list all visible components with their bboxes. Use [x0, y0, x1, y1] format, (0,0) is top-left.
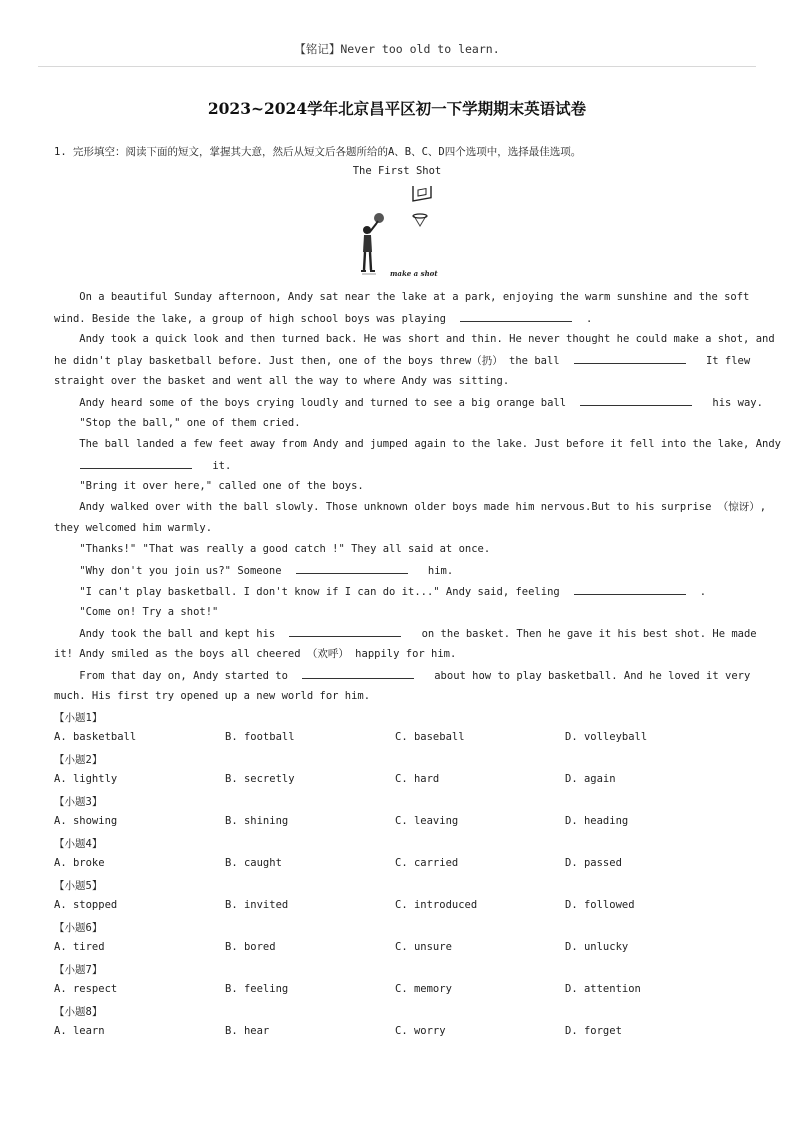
- passage-text: about how to play basketball. And he loved it very: [427, 670, 751, 682]
- passage-text: "Thanks!" "That was really a good catch !" They all said at once.: [54, 543, 491, 555]
- answer-blank[interactable]: [302, 668, 414, 679]
- passage-line: [54, 542, 490, 556]
- answer-blank[interactable]: [80, 458, 192, 469]
- subquestion-label: 【小题1】: [54, 712, 103, 724]
- passage-text: "Bring it over here," called one of the boys.: [54, 480, 364, 492]
- passage-text: they welcomed him warmly.: [54, 522, 213, 534]
- passage-text: "Come on! Try a shot!": [54, 606, 219, 618]
- passage-text: it! Andy smiled as the boys all cheered （欢呼） happily for him.: [54, 648, 457, 660]
- basketball-shot-illustration: [350, 186, 446, 280]
- answer-option[interactable]: D. forget: [565, 1025, 622, 1037]
- answer-option[interactable]: C. unsure: [395, 941, 452, 953]
- passage-text: From that day on, Andy started to: [54, 670, 288, 682]
- answer-option[interactable]: B. feeling: [225, 983, 289, 995]
- passage-line: [54, 437, 781, 451]
- answer-option[interactable]: A. tired: [54, 941, 105, 953]
- passage-line: [54, 689, 370, 703]
- passage-text: Andy heard some of the boys crying loudly and turned to see a big orange ball: [54, 397, 567, 409]
- answer-option[interactable]: B. hear: [225, 1025, 270, 1037]
- passage-text: "Why don't you join us?" Someone: [54, 565, 282, 577]
- answer-option[interactable]: C. baseball: [395, 731, 465, 743]
- passage-text: wind. Beside the lake, a group of high school boys was playing: [54, 313, 446, 325]
- passage-line: [54, 563, 453, 578]
- answer-option[interactable]: A. broke: [54, 857, 105, 869]
- passage-text: Andy walked over with the ball slowly. Those unknown older boys made him nervous.But to his surprise （惊讶）,: [54, 501, 767, 513]
- answer-option[interactable]: A. showing: [54, 815, 118, 827]
- passage-line: [54, 668, 750, 683]
- passage-text: Andy took a quick look and then turned back. He was short and thin. He never thought he could make a shot, and: [54, 333, 775, 345]
- answer-option[interactable]: C. worry: [395, 1025, 446, 1037]
- passage-text: straight over the basket and went all the way to where Andy was sitting.: [54, 375, 510, 387]
- passage-line: [54, 626, 757, 641]
- passage-title: The First Shot: [352, 165, 442, 177]
- passage-text: It flew: [699, 355, 751, 367]
- subquestion-label: 【小题5】: [54, 880, 103, 892]
- passage-line: [54, 311, 592, 326]
- passage-line: [54, 374, 509, 388]
- passage-line: [54, 521, 212, 535]
- passage-text: .: [585, 313, 593, 325]
- passage-line: [54, 647, 456, 661]
- answer-option[interactable]: C. hard: [395, 773, 440, 785]
- answer-option[interactable]: C. leaving: [395, 815, 459, 827]
- answer-option[interactable]: D. heading: [565, 815, 629, 827]
- passage-text: him.: [421, 565, 454, 577]
- answer-option[interactable]: C. carried: [395, 857, 459, 869]
- passage-text: much. His first try opened up a new world for him.: [54, 690, 371, 702]
- subquestion-label: 【小题2】: [54, 754, 103, 766]
- subquestion-label: 【小题6】: [54, 922, 103, 934]
- answer-option[interactable]: A. respect: [54, 983, 118, 995]
- passage-line: [54, 332, 775, 346]
- passage-text: "I can't play basketball. I don't know if I can do it..." Andy said, feeling: [54, 586, 560, 598]
- answer-option[interactable]: D. followed: [565, 899, 635, 911]
- passage-line: [54, 395, 763, 410]
- header-motto: 【铭记】Never too old to learn.: [294, 42, 500, 56]
- answer-option[interactable]: C. introduced: [395, 899, 478, 911]
- answer-option[interactable]: D. attention: [565, 983, 641, 995]
- answer-option[interactable]: B. football: [225, 731, 295, 743]
- passage-line: [54, 353, 750, 368]
- header-divider: [38, 66, 756, 67]
- passage-line: [66, 458, 231, 473]
- answer-option[interactable]: A. basketball: [54, 731, 137, 743]
- passage-line: [54, 605, 218, 619]
- answer-blank[interactable]: [574, 584, 686, 595]
- answer-blank[interactable]: [460, 311, 572, 322]
- answer-option[interactable]: A. lightly: [54, 773, 118, 785]
- passage-line: [54, 584, 706, 599]
- subquestion-label: 【小题3】: [54, 796, 103, 808]
- passage-text: he didn't play basketball before. Just then, one of the boys threw（扔） the ball: [54, 355, 560, 367]
- passage-text: Andy took the ball and kept his: [54, 628, 276, 640]
- passage-text: his way.: [706, 397, 763, 409]
- answer-option[interactable]: A. learn: [54, 1025, 105, 1037]
- answer-option[interactable]: D. unlucky: [565, 941, 629, 953]
- subquestion-label: 【小题4】: [54, 838, 103, 850]
- passage-text: it.: [206, 460, 232, 472]
- answer-blank[interactable]: [580, 395, 692, 406]
- passage-line: [54, 500, 766, 514]
- subquestion-label: 【小题8】: [54, 1006, 103, 1018]
- answer-option[interactable]: B. secretly: [225, 773, 295, 785]
- passage-text: On a beautiful Sunday afternoon, Andy sat near the lake at a park, enjoying the warm sunshine and the soft: [54, 291, 750, 303]
- answer-blank[interactable]: [574, 353, 686, 364]
- answer-blank[interactable]: [289, 626, 401, 637]
- passage-text: on the basket. Then he gave it his best shot. He made: [415, 628, 757, 640]
- question-instruction: 1. 完形填空：阅读下面的短文，掌握其大意，然后从短文后各题所给的A、B、C、D四个选项中，选择最佳选项。: [54, 146, 582, 158]
- page-title: 2023~2024学年北京昌平区初一下学期期末英语试卷: [207, 99, 587, 118]
- answer-option[interactable]: D. volleyball: [565, 731, 648, 743]
- answer-option[interactable]: B. invited: [225, 899, 289, 911]
- answer-option[interactable]: B. bored: [225, 941, 276, 953]
- answer-option[interactable]: D. again: [565, 773, 616, 785]
- passage-text: The ball landed a few feet away from Andy and jumped again to the lake. Just before it fell into the lake, Andy: [54, 438, 781, 450]
- passage-text: .: [699, 586, 707, 598]
- passage-line: [54, 479, 364, 493]
- passage-line: [54, 416, 301, 430]
- answer-option[interactable]: B. shining: [225, 815, 289, 827]
- passage-text: "Stop the ball," one of them cried.: [54, 417, 301, 429]
- image-caption: make a shot: [390, 269, 438, 278]
- passage-line: [54, 290, 749, 304]
- answer-option[interactable]: C. memory: [395, 983, 452, 995]
- answer-option[interactable]: A. stopped: [54, 899, 118, 911]
- answer-blank[interactable]: [296, 563, 408, 574]
- answer-option[interactable]: B. caught: [225, 857, 282, 869]
- subquestion-label: 【小题7】: [54, 964, 103, 976]
- answer-option[interactable]: D. passed: [565, 857, 622, 869]
